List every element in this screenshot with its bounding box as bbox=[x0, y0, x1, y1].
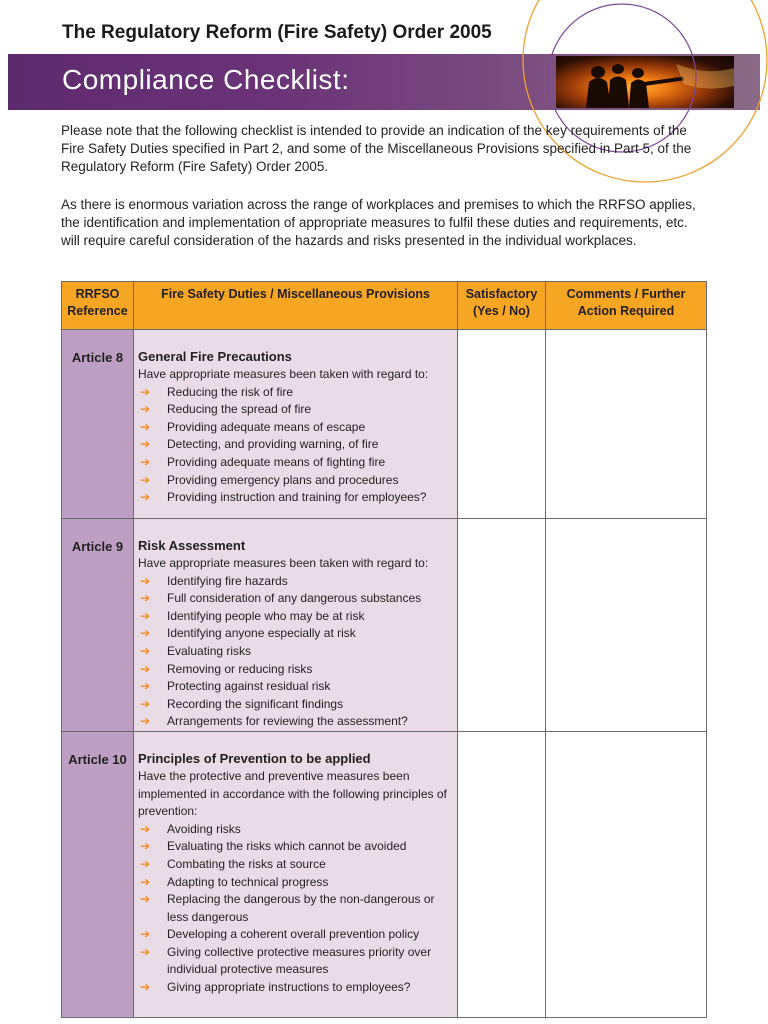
section-title: Principles of Prevention to be applied bbox=[138, 750, 371, 766]
article-reference: Article 10 bbox=[62, 731, 134, 1017]
orange-arrow-icon: ➔ bbox=[140, 643, 151, 658]
satisfactory-cell[interactable] bbox=[458, 519, 546, 732]
compliance-checklist-table bbox=[61, 281, 707, 1018]
checklist-items bbox=[138, 821, 451, 997]
orange-arrow-icon: ➔ bbox=[140, 419, 151, 434]
intro-paragraph-1: Please note that the following checklist is intended to provide an indication of the key requirements of the Fire Safety Duties specified in Part 2, and some of the Miscellaneous Provisions specified in Part 5, of the Regulatory Reform (Fire Safety) Order 2005. bbox=[61, 123, 692, 175]
list-item-text: Full consideration of any dangerous substances bbox=[167, 591, 422, 606]
orange-arrow-icon: ➔ bbox=[140, 437, 151, 452]
list-item-text: Combating the risks at source bbox=[167, 856, 326, 871]
list-item-text: Giving collective protective measures priority over individual protective measures bbox=[167, 944, 432, 977]
section-title: Risk Assessment bbox=[138, 538, 246, 553]
list-item bbox=[138, 678, 451, 696]
orange-arrow-icon: ➔ bbox=[140, 608, 151, 623]
table-row bbox=[62, 731, 707, 1017]
list-item-text: Giving appropriate instructions to employees? bbox=[167, 980, 411, 995]
list-item-text: Evaluating the risks which cannot be avoided bbox=[167, 839, 407, 854]
list-item bbox=[138, 696, 451, 714]
orange-arrow-icon: ➔ bbox=[140, 679, 151, 694]
intro-paragraph-2: As there is enormous variation across the range of workplaces and premises to which the RRFSO applies, the identification and implementation of appropriate measures to fulfil these duties and requirements, etc. will require careful consideration of the hazards and risks presented in the individual workplaces. bbox=[61, 197, 696, 249]
list-item-text: Evaluating risks bbox=[167, 643, 252, 658]
list-item bbox=[138, 573, 451, 591]
list-item-text: Providing emergency plans and procedures bbox=[167, 472, 399, 487]
list-item bbox=[138, 625, 451, 643]
table-header-row bbox=[62, 282, 707, 330]
checklist-items bbox=[138, 384, 451, 507]
header-duties: Fire Safety Duties / Miscellaneous Provisions bbox=[134, 282, 458, 330]
orange-arrow-icon: ➔ bbox=[140, 856, 151, 871]
article-reference: Article 8 bbox=[62, 330, 134, 519]
list-item-text: Avoiding risks bbox=[167, 821, 241, 836]
orange-arrow-icon: ➔ bbox=[140, 402, 151, 417]
orange-arrow-icon: ➔ bbox=[140, 821, 151, 836]
list-item bbox=[138, 713, 451, 731]
list-item-text: Adapting to technical progress bbox=[167, 874, 329, 889]
orange-arrow-icon: ➔ bbox=[140, 384, 151, 399]
duty-cell bbox=[134, 519, 458, 732]
orange-arrow-icon: ➔ bbox=[140, 661, 151, 676]
orange-arrow-icon: ➔ bbox=[140, 591, 151, 606]
orange-arrow-icon: ➔ bbox=[140, 839, 151, 854]
title-banner bbox=[8, 54, 760, 110]
list-item bbox=[138, 874, 451, 892]
orange-arrow-icon: ➔ bbox=[140, 696, 151, 711]
list-item-text: Reducing the spread of fire bbox=[167, 402, 312, 417]
list-item bbox=[138, 944, 451, 979]
comments-cell[interactable] bbox=[546, 731, 707, 1017]
list-item-text: Replacing the dangerous by the non-dangerous or less dangerous bbox=[167, 892, 435, 924]
orange-arrow-icon: ➔ bbox=[140, 714, 151, 729]
list-item bbox=[138, 590, 451, 608]
list-item bbox=[138, 384, 451, 402]
orange-arrow-icon: ➔ bbox=[140, 874, 151, 889]
list-item bbox=[138, 643, 451, 661]
orange-arrow-icon: ➔ bbox=[140, 472, 151, 487]
list-item bbox=[138, 891, 451, 926]
list-item bbox=[138, 401, 451, 419]
list-item-text: Identifying people who may be at risk bbox=[167, 608, 365, 623]
list-item bbox=[138, 661, 451, 679]
list-item-text: Reducing the risk of fire bbox=[167, 384, 294, 399]
list-item bbox=[138, 821, 451, 839]
list-item bbox=[138, 436, 451, 454]
satisfactory-cell[interactable] bbox=[458, 330, 546, 519]
duty-cell bbox=[134, 731, 458, 1017]
orange-arrow-icon: ➔ bbox=[140, 927, 151, 942]
duty-cell bbox=[134, 330, 458, 519]
banner-title: Compliance Checklist: bbox=[62, 64, 350, 95]
section-lead-text: Have appropriate measures been taken with regard to: bbox=[138, 367, 429, 381]
list-item-text: Removing or reducing risks bbox=[167, 661, 313, 676]
list-item-text: Recording the significant findings bbox=[167, 696, 344, 711]
list-item-text: Providing instruction and training for employees? bbox=[167, 490, 427, 505]
orange-arrow-icon: ➔ bbox=[140, 626, 151, 641]
satisfactory-cell[interactable] bbox=[458, 731, 546, 1017]
orange-arrow-icon: ➔ bbox=[140, 980, 151, 995]
list-item-text: Developing a coherent overall prevention policy bbox=[167, 927, 420, 942]
section-lead-text: Have the protective and preventive measures been implemented in accordance with the following principles of prevention: bbox=[138, 768, 447, 819]
list-item bbox=[138, 838, 451, 856]
header-satisfactory: Satisfactory (Yes / No) bbox=[458, 282, 546, 330]
article-reference: Article 9 bbox=[62, 519, 134, 732]
header-comments: Comments / Further Action Required bbox=[546, 282, 707, 330]
comments-cell[interactable] bbox=[546, 330, 707, 519]
firefighters-photo bbox=[556, 56, 734, 108]
orange-arrow-icon: ➔ bbox=[140, 490, 151, 505]
section-title: General Fire Precautions bbox=[138, 349, 292, 364]
list-item bbox=[138, 472, 451, 490]
list-item bbox=[138, 979, 451, 997]
table-row bbox=[62, 330, 707, 519]
list-item bbox=[138, 608, 451, 626]
section-lead-text: Have appropriate measures been taken with regard to: bbox=[138, 556, 429, 570]
header-reference: RRFSO Reference bbox=[62, 282, 134, 330]
list-item-text: Arrangements for reviewing the assessment? bbox=[167, 714, 408, 729]
list-item-text: Providing adequate means of escape bbox=[167, 419, 366, 434]
list-item-text: Detecting, and providing warning, of fire bbox=[167, 437, 379, 452]
document-title: The Regulatory Reform (Fire Safety) Order 2005 bbox=[62, 22, 492, 43]
list-item bbox=[138, 856, 451, 874]
list-item bbox=[138, 454, 451, 472]
list-item-text: Protecting against residual risk bbox=[167, 679, 331, 694]
list-item bbox=[138, 926, 451, 944]
table-row bbox=[62, 519, 707, 732]
orange-arrow-icon: ➔ bbox=[140, 944, 151, 959]
orange-arrow-icon: ➔ bbox=[140, 892, 151, 907]
list-item-text: Identifying fire hazards bbox=[167, 573, 288, 588]
checklist-items bbox=[138, 573, 451, 731]
list-item bbox=[138, 489, 451, 507]
list-item-text: Identifying anyone especially at risk bbox=[167, 626, 356, 641]
list-item-text: Providing adequate means of fighting fire bbox=[167, 454, 386, 469]
orange-arrow-icon: ➔ bbox=[140, 573, 151, 588]
list-item bbox=[138, 419, 451, 437]
comments-cell[interactable] bbox=[546, 519, 707, 732]
orange-arrow-icon: ➔ bbox=[140, 454, 151, 469]
